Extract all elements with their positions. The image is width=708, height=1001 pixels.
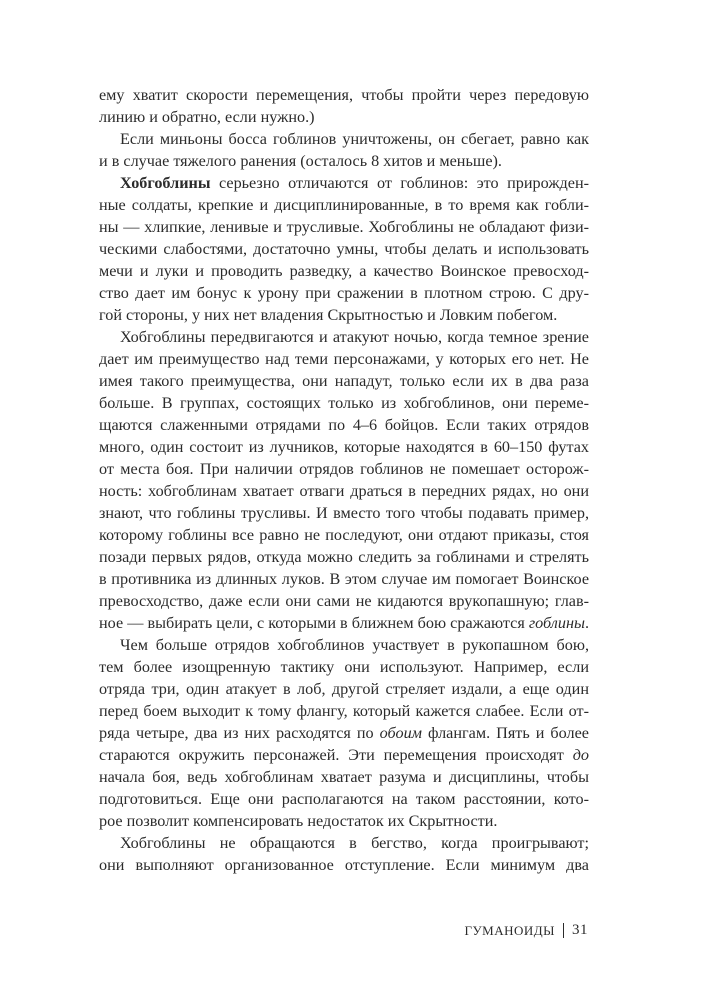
footer-divider [563, 923, 564, 938]
text-line [99, 832, 589, 854]
text-line [99, 788, 589, 810]
text-run: ность: хобгоблинам хватает отваги драться в передних рядах, но они [99, 482, 589, 500]
running-footer [464, 922, 588, 939]
text-run: Если миньоны босса гоблинов уничтожены, он сбегает, равно как [120, 130, 589, 148]
text-run: от места боя. При наличии отрядов гоблинов не помешает осторож- [99, 460, 589, 478]
text-line [99, 84, 589, 106]
text-run: серьезно отличаются от гоблинов: это прирожден- [210, 174, 589, 192]
text-line [99, 568, 589, 590]
text-run: тем более изощренную тактику они используют. Например, если [99, 658, 589, 676]
text-run: знают, что гоблины трусливы. И вместо того чтобы подавать пример, [99, 504, 589, 522]
text-line [99, 150, 589, 172]
text-line [99, 480, 589, 502]
text-run: подготовиться. Еще они располагаются на таком расстоянии, кото- [99, 790, 589, 808]
text-line [99, 810, 589, 832]
italic-emphasis: до [572, 746, 589, 764]
text-line [99, 502, 589, 524]
text-run: флангам. Пять и более [422, 724, 589, 742]
text-run: позади первых рядов, откуда можно следить за гоблинами и стрелять [99, 548, 589, 566]
text-run: щаются слаженными отрядами по 4–6 бойцов. Если таких отрядов [99, 416, 589, 434]
text-run: ное — выбирать цели, с которыми в ближнем бою сражаются [99, 614, 529, 632]
italic-emphasis: обоим [379, 724, 422, 742]
text-line [99, 414, 589, 436]
text-line [99, 700, 589, 722]
text-run: ные солдаты, крепкие и дисциплинированные, в то время как гобли- [99, 196, 589, 214]
text-run: ны — хлипкие, ленивые и трусливые. Хобгоблины не обладают физи- [99, 218, 589, 236]
text-line [99, 722, 589, 744]
text-line [99, 370, 589, 392]
text-run: в противника из длинных луков. В этом случае им помогает Воинское [99, 570, 589, 588]
text-run: Чем больше отрядов хобгоблинов участвует в рукопашном бою, [120, 636, 589, 654]
text-run: Хобгоблины не обращаются в бегство, когда проигрывают; [120, 834, 589, 852]
text-line [99, 216, 589, 238]
text-run: стараются окружить персонажей. Эти перемещения происходят [99, 746, 573, 764]
text-line [99, 392, 589, 414]
text-run: . [584, 614, 589, 632]
text-run: рое позволит компенсировать недостаток их Скрытности. [99, 812, 498, 830]
text-run: мечи и луки и проводить разведку, а качество Воинское превосход- [99, 262, 589, 280]
text-line [99, 282, 589, 304]
text-run: имея такого преимущества, они нападут, только если их в два раза [99, 372, 589, 390]
text-line [99, 326, 589, 348]
text-run: дает им преимущество над теми персонажами, у которых его нет. Не [99, 350, 589, 368]
body-text [99, 84, 589, 876]
italic-emphasis: гоблины [528, 614, 585, 632]
text-run: больше. В группах, состоящих только из хобгоблинов, они переме- [99, 394, 589, 412]
text-run: ряда четыре, два из них расходятся по [99, 724, 380, 742]
text-line [99, 260, 589, 282]
text-line [99, 128, 589, 150]
text-line [99, 590, 589, 612]
text-line [99, 766, 589, 788]
text-line [99, 634, 589, 656]
text-run: которому гоблины все равно не последуют, они отдают приказы, стоя [99, 526, 589, 544]
text-line [99, 106, 589, 128]
text-line [99, 172, 589, 194]
text-line [99, 436, 589, 458]
text-run: линию и обратно, если нужно.) [99, 108, 315, 126]
text-run: много, один состоит из лучников, которые находятся в 60–150 футах [99, 438, 589, 456]
text-run: ство дает им бонус к урону при сражении в плотном строю. С дру- [99, 284, 589, 302]
text-run: они выполняют организованное отступление. Если минимум два [99, 856, 589, 874]
text-run: ческими слабостями, достаточно умны, чтобы делать и использовать [99, 240, 589, 258]
text-line [99, 194, 589, 216]
page-number: 31 [572, 922, 588, 938]
text-line [99, 678, 589, 700]
text-line [99, 854, 589, 876]
text-run: перед боем выходит к тому флангу, который кажется слабее. Если от- [99, 702, 589, 720]
text-line [99, 744, 589, 766]
text-run: начала боя, ведь хобгоблинам хватает разума и дисциплины, чтобы [99, 768, 589, 786]
text-run: Хобгоблины передвигаются и атакуют ночью, когда темное зрение [120, 328, 589, 346]
text-line [99, 524, 589, 546]
text-line [99, 238, 589, 260]
text-run: отряда три, один атакует в лоб, другой стреляет издали, а еще один [99, 680, 589, 698]
text-line [99, 304, 589, 326]
text-run: превосходство, даже если они сами не кидаются врукопашную; глав- [99, 592, 589, 610]
text-line [99, 656, 589, 678]
text-run: ему хватит скорости перемещения, чтобы пройти через передовую [99, 86, 589, 104]
text-line [99, 348, 589, 370]
text-line [99, 458, 589, 480]
section-title: ГУМАНОИДЫ [464, 922, 555, 938]
text-run: гой стороны, у них нет владения Скрытностью и Ловким побегом. [99, 306, 558, 324]
text-line [99, 612, 589, 634]
text-run: и в случае тяжелого ранения (осталось 8 хитов и меньше). [99, 152, 502, 170]
text-line [99, 546, 589, 568]
bold-term: Хобгоблины [120, 174, 211, 192]
